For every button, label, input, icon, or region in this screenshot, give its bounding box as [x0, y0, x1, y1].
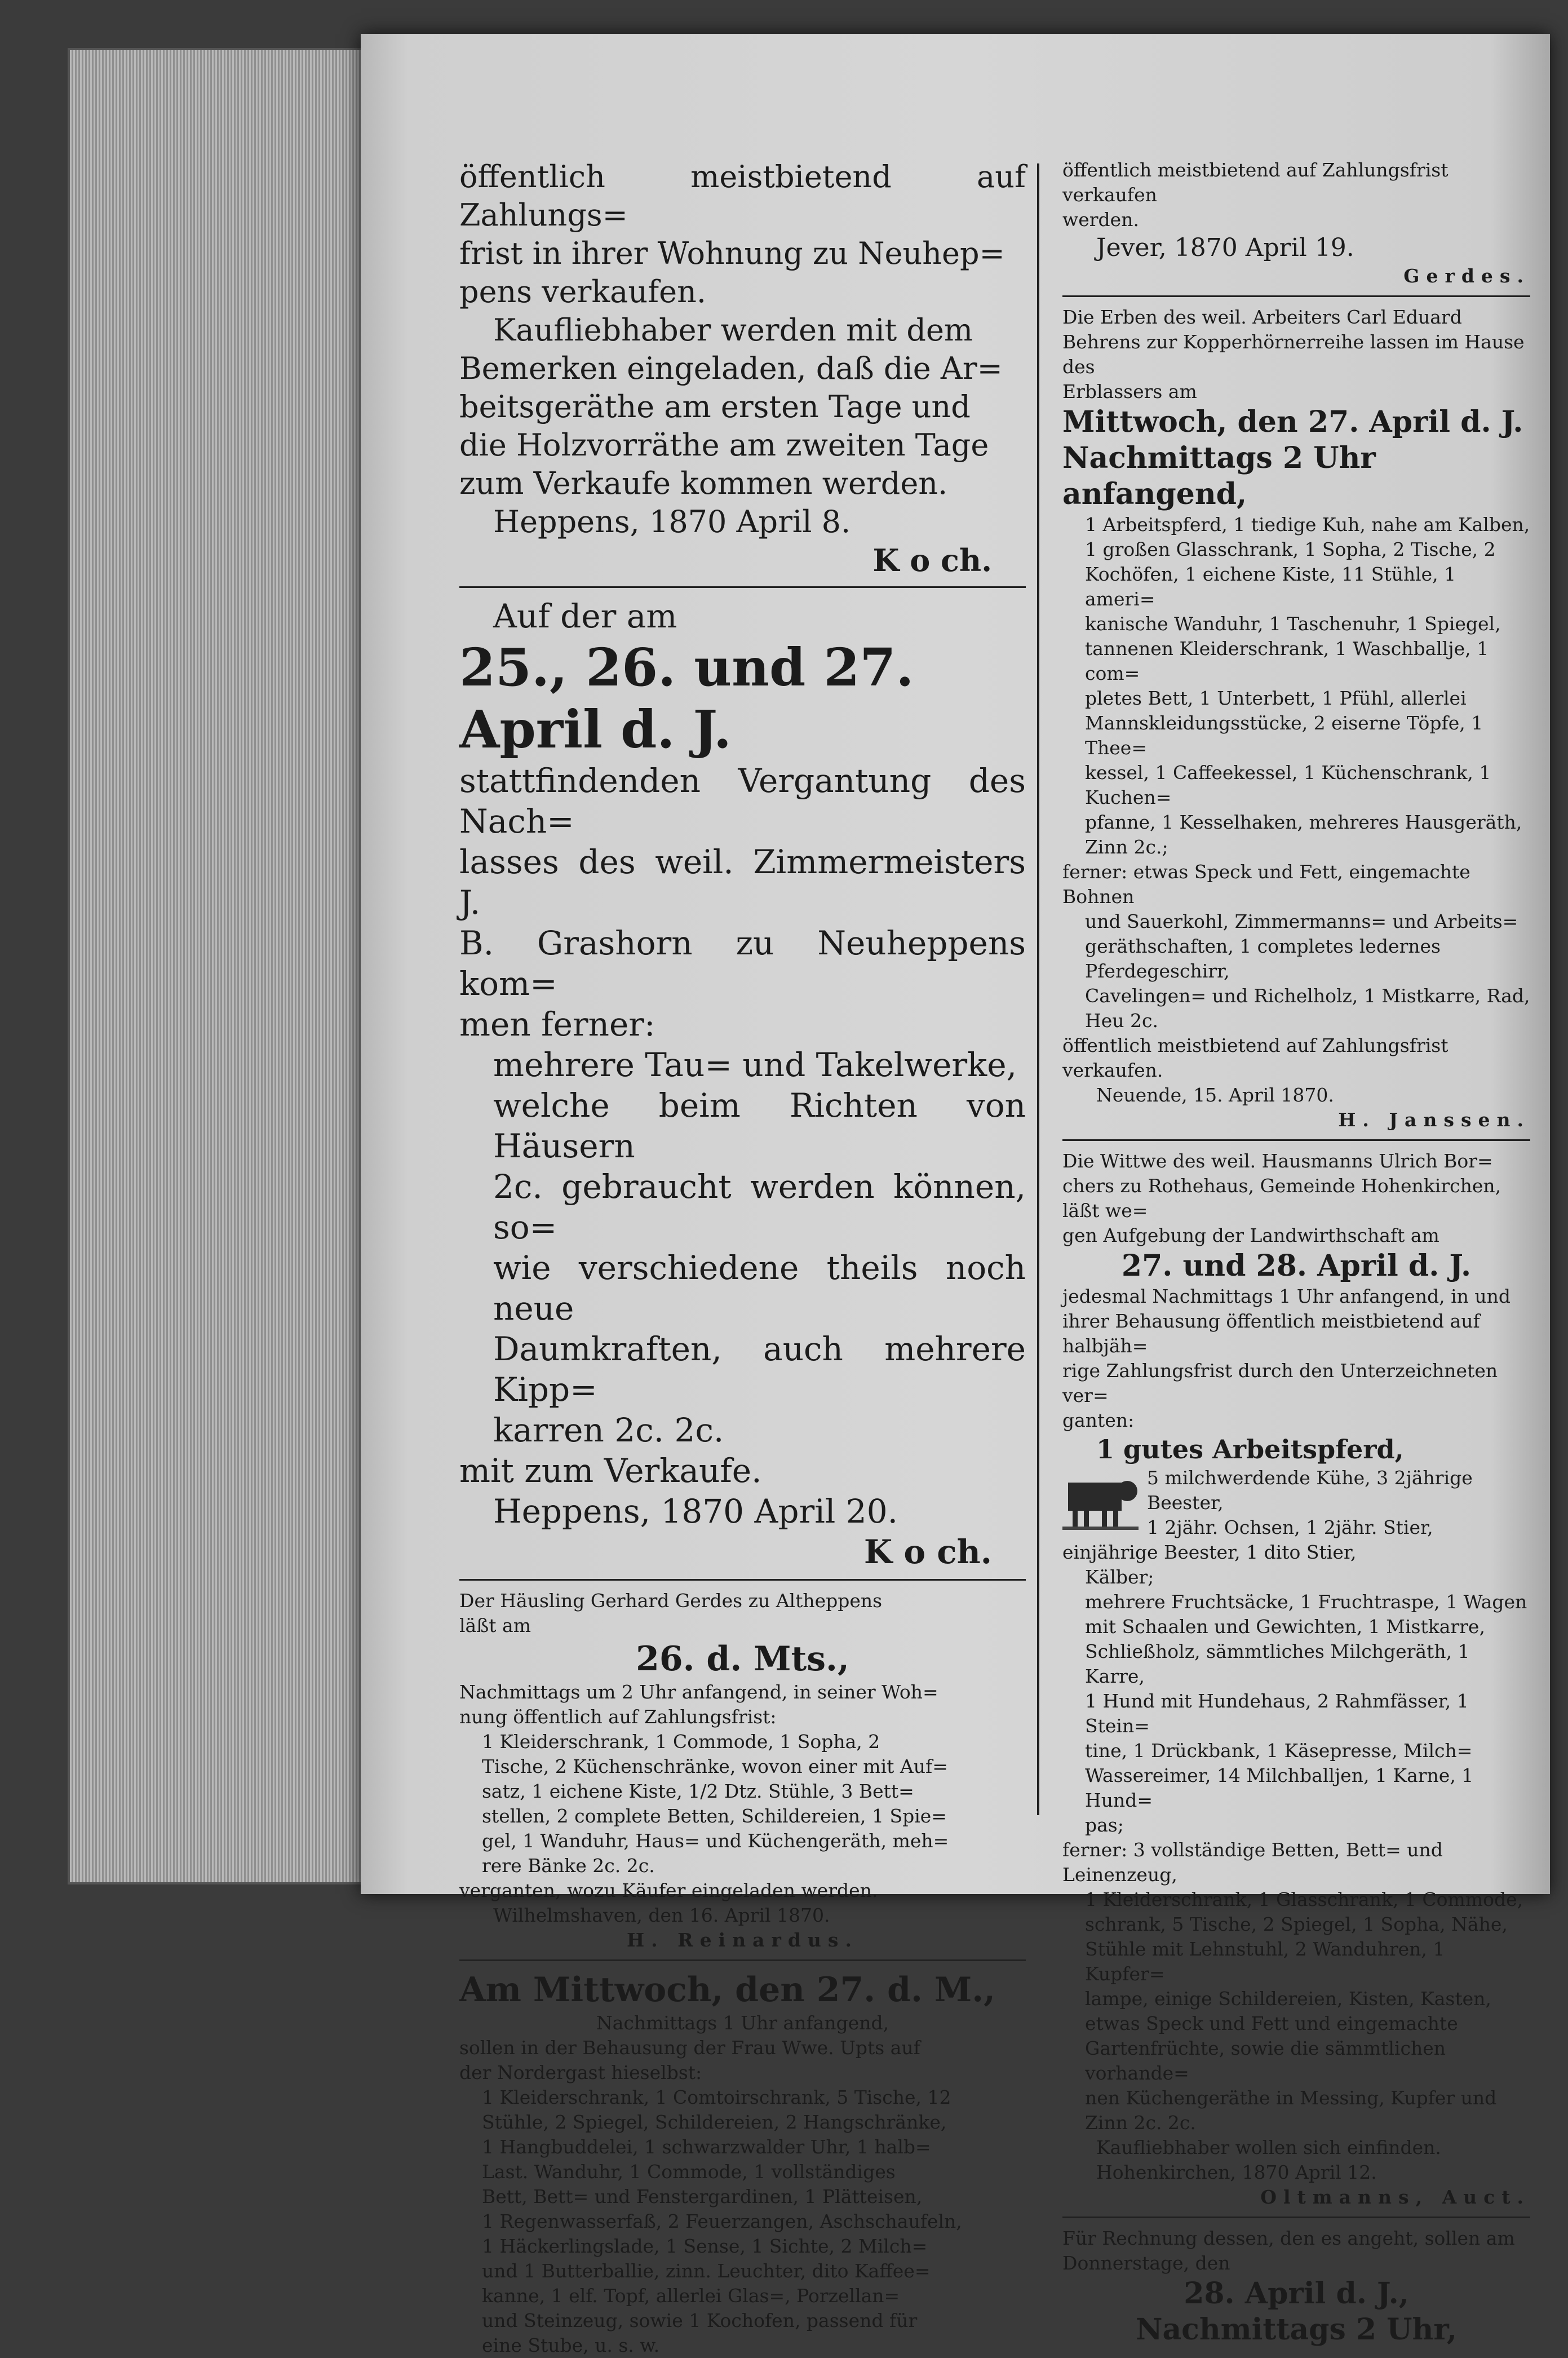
signature: H. Janssen. [1338, 1109, 1530, 1131]
place-date: Wilhelmshaven, den 16. April 1870. [493, 1904, 830, 1926]
item-line: eine Stube, u. s. w. [482, 2334, 660, 2356]
item-line: 1 Arbeitspferd, 1 tiedige Kuh, nahe am Kalben, [1085, 514, 1530, 536]
item-line: kessel, 1 Caffeekessel, 1 Küchenschrank, 1 Kuchen= [1085, 762, 1491, 808]
further-line: schrank, 5 Tische, 2 Spiegel, 1 Sopha, Nähe, [1085, 1913, 1508, 1935]
notice-line: Nachmittags 1 Uhr anfangend, [596, 2012, 889, 2034]
item-line: gel, 1 Wanduhr, Haus= und Küchengeräth, meh= [482, 1830, 949, 1852]
notice-line: rige Zahlungsfrist durch den Unterzeichneten ver= [1062, 1360, 1498, 1406]
item-line: und Steinzeug, sowie 1 Kochofen, passend für [482, 2310, 918, 2332]
notice-line: ganten: [1062, 1409, 1135, 1431]
place-date: Heppens, 1870 April 8. [493, 504, 851, 539]
column-divider [1037, 163, 1039, 1815]
notice-donnerstag [1062, 2226, 1530, 2348]
item-line: 1 Kleiderschrank, 1 Commode, 1 Sopha, 2 [482, 1731, 880, 1753]
item-line: Mannskleidungsstücke, 2 eiserne Töpfe, 1 Thee= [1085, 712, 1483, 759]
separator-rule [1062, 2217, 1530, 2218]
notice-intro: Donnerstage, den [1062, 2252, 1230, 2274]
place-date: Jever, 1870 April 19. [1096, 233, 1354, 262]
item-line: 1 Kleiderschrank, 1 Comtoirschrank, 5 Tische, 12 [482, 2086, 951, 2108]
notice-line: öffentlich meistbietend auf Zahlungsfrist verkaufen [1062, 159, 1449, 206]
further-label: ferner: [1062, 861, 1128, 883]
notice-intro: Behrens zur Kopperhörnerreihe lassen im Hause des [1062, 331, 1525, 378]
signature: Gerdes. [1403, 265, 1530, 287]
item-line: 1 Häckerlingslade, 1 Sense, 1 Sichte, 2 Milch= [482, 2235, 928, 2257]
notice-intro: läßt am [459, 1614, 531, 1636]
separator-rule [459, 1959, 1026, 1961]
notice-closing: verganten, wozu Käufer eingeladen werden. [459, 1879, 878, 1901]
cow-icon [1062, 1466, 1141, 1533]
further-line: lampe, einige Schildereien, Kisten, Kasten, [1085, 1988, 1491, 2010]
separator-rule [1062, 1139, 1530, 1141]
notice-line: stattfindenden Vergantung des Nach= [459, 762, 1026, 840]
item-line: pas; [1085, 1814, 1124, 1836]
notice-koch-2 [459, 596, 1026, 1572]
item-line: Wassereimer, 14 Milchballjen, 1 Karne, 1 Hund= [1085, 1764, 1474, 1811]
notice-intro: Auf der am [493, 597, 677, 635]
notice-closing: öffentlich meistbietend auf Zahlungsfrist verkaufen. [1062, 1034, 1449, 1081]
item-line: und 1 Butterballie, zinn. Leuchter, dito Kaffee= [482, 2260, 931, 2282]
notice-closing: mit zum Verkaufe. [459, 1452, 762, 1490]
item-line: Kochöfen, 1 eichene Kiste, 11 Stühle, 1 ameri= [1085, 563, 1456, 610]
headline-item: 1 gutes Arbeitspferd, [1096, 1434, 1404, 1465]
notice-intro: Die Erben des weil. Arbeiters Carl Eduard [1062, 306, 1462, 328]
notice-intro: Der Häusling Gerhard Gerdes zu Altheppens [459, 1590, 883, 1612]
item-line: 1 Regenwasserfaß, 2 Feuerzangen, Aschschaufeln, [482, 2210, 962, 2232]
further-line: 1 Kleiderschrank, 1 Glasschrank, 1 Commode, [1085, 1888, 1523, 1910]
notice-date: Mittwoch, den 27. April d. J. [1062, 405, 1523, 439]
further-line: Stühle mit Lehnstuhl, 2 Wanduhren, 1 Kupfer= [1085, 1938, 1445, 1985]
signature: H. Reinardus. [626, 1929, 858, 1951]
item-line: Tische, 2 Küchenschränke, wovon einer mit Auf= [482, 1755, 948, 1777]
notice-date: 28. April d. J., [1184, 2276, 1409, 2311]
item-line: stellen, 2 complete Betten, Schildereien, 1 Spie= [482, 1805, 947, 1827]
item-line: Zinn 2c.; [1085, 836, 1168, 858]
separator-rule [1062, 295, 1530, 297]
notice-line: zum Verkaufe kommen werden. [459, 466, 948, 501]
item-line: Last. Wanduhr, 1 Commode, 1 vollständiges [482, 2161, 896, 2183]
place-date: Hohenkirchen, 1870 April 12. [1096, 2161, 1377, 2183]
notice-line: der Nordergast hieselbst: [459, 2061, 702, 2083]
notice-line: Nachmittags um 2 Uhr anfangend, in seiner Woh= [459, 1681, 938, 1703]
notice-line: jedesmal Nachmittags 1 Uhr anfangend, in und [1062, 1285, 1511, 1307]
item-line: wie verschiedene theils noch neue [493, 1249, 1026, 1328]
item-line: Kälber; [1085, 1566, 1154, 1588]
notice-time: Nachmittags 2 Uhr, [1135, 2312, 1458, 2347]
item-line: welche beim Richten von Häusern [493, 1086, 1026, 1165]
item-line: Schließholz, sämmtliches Milchgeräth, 1 Karre, [1085, 1640, 1470, 1687]
item-line: 1 großen Glasschrank, 1 Sopha, 2 Tische, 2 [1085, 538, 1496, 560]
item-line: pletes Bett, 1 Unterbett, 1 Pfühl, allerlei [1085, 687, 1467, 709]
separator-rule [459, 586, 1026, 588]
notice-line: ihrer Behausung öffentlich meistbietend auf halbjäh= [1062, 1310, 1480, 1357]
notice-line: nung öffentlich auf Zahlungsfrist: [459, 1706, 777, 1728]
notice-intro: gen Aufgebung der Landwirthschaft am [1062, 1224, 1439, 1246]
item-line: Stühle, 2 Spiegel, Schildereien, 2 Hangschränke, [482, 2111, 947, 2133]
livestock-line: 1 2jähr. Ochsen, 1 2jähr. Stier, [1147, 1516, 1433, 1538]
item-line: 1 Hangbuddelei, 1 schwarzwalder Uhr, 1 halb= [482, 2136, 931, 2158]
signature: K o ch. [863, 1533, 992, 1571]
notice-intro: chers zu Rothehaus, Gemeinde Hohenkirchen, läßt we= [1062, 1175, 1501, 1222]
notice-intro: Erblassers am [1062, 381, 1197, 402]
notice-line: Bemerken eingeladen, daß die Ar= [459, 351, 1003, 386]
further-text: etwas Speck und Fett, eingemachte Bohnen [1062, 861, 1470, 908]
notice-koch-1 [459, 158, 1026, 579]
item-line: tine, 1 Drückbank, 1 Käsepresse, Milch= [1085, 1740, 1473, 1762]
item-line: kanische Wanduhr, 1 Taschenuhr, 1 Spiegel, [1085, 613, 1501, 635]
place-date: Neuende, 15. April 1870. [1096, 1084, 1334, 1106]
item-line: 1 Hund mit Hundehaus, 2 Rahmfässer, 1 Stein= [1085, 1690, 1469, 1737]
item-line: mit Schaalen und Gewichten, 1 Mistkarre, [1085, 1616, 1485, 1638]
notice-dates: 25., 26. und 27. April d. J. [459, 637, 914, 760]
item-line: Daumkraften, auch mehrere Kipp= [493, 1330, 1026, 1409]
item-line: rere Bänke 2c. 2c. [482, 1855, 655, 1877]
further-line: Gartenfrüchte, sowie die sämmtlichen vorhande= [1085, 2037, 1446, 2084]
notice-gerdes-jever [1062, 158, 1530, 289]
notice-upts [459, 1969, 1026, 2358]
item-line: Bett, Bett= und Fenstergardinen, 1 Plätteisen, [482, 2186, 923, 2207]
signature: Oltmanns, Auct. [1260, 2186, 1530, 2208]
notice-line: men ferner: [459, 1005, 655, 1043]
notice-intro: Für Rechnung dessen, den es angeht, sollen am [1062, 2227, 1515, 2249]
further-text: 3 vollständige Betten, Bett= und Leinenzeug, [1062, 1839, 1443, 1886]
item-line: 2c. gebraucht werden können, so= [493, 1167, 1026, 1246]
notice-line: frist in ihrer Wohnung zu Neuhep= [459, 236, 1005, 271]
notice-headline: Am Mittwoch, den 27. d. M., [459, 1970, 996, 2010]
item-line: karren 2c. 2c. [493, 1411, 724, 1449]
livestock-line: einjährige Beester, 1 dito Stier, [1062, 1541, 1357, 1563]
further-line [1062, 860, 1530, 909]
notice-line: werden. [1062, 209, 1139, 231]
item-line: kanne, 1 elf. Topf, allerlei Glas=, Porzellan= [482, 2285, 900, 2307]
livestock-block [1062, 1466, 1530, 1565]
notice-intro: Die Wittwe des weil. Hausmanns Ulrich Bor= [1062, 1150, 1493, 1172]
notice-line: pens verkaufen. [459, 274, 707, 309]
item-line: tannenen Kleiderschrank, 1 Waschballje, 1 com= [1085, 638, 1489, 684]
separator-rule [459, 1579, 1026, 1581]
right-column [1062, 158, 1530, 2348]
item-line: satz, 1 eichene Kiste, 1/2 Dtz. Stühle, 3 Bett= [482, 1780, 914, 1802]
notice-line: B. Grashorn zu Neuheppens kom= [459, 924, 1026, 1003]
notice-line: Kaufliebhaber werden mit dem [493, 312, 973, 348]
further-line: geräthschaften, 1 completes ledernes Pferdegeschirr, [1085, 935, 1441, 982]
further-line: Zinn 2c. 2c. [1085, 2112, 1196, 2134]
notice-date: 26. d. Mts., [636, 1639, 849, 1679]
further-line: und Sauerkohl, Zimmermanns= und Arbeits= [1085, 910, 1518, 932]
further-label: ferner: [1062, 1839, 1128, 1861]
item-line: mehrere Tau= und Takelwerke, [493, 1046, 1017, 1084]
further-line: Cavelingen= und Richelholz, 1 Mistkarre, Rad, [1085, 985, 1530, 1007]
notice-gerdes-altheppens [459, 1589, 1026, 1953]
item-line: pfanne, 1 Kesselhaken, mehreres Hausgeräth, [1085, 811, 1522, 833]
notice-behrens [1062, 305, 1530, 1132]
notice-line: öffentlich meistbietend auf Zahlungs= [459, 159, 1026, 233]
notice-date: 27. und 28. April d. J. [1121, 1249, 1472, 1283]
item-line: mehrere Fruchtsäcke, 1 Fruchtraspe, 1 Wagen [1085, 1591, 1527, 1613]
notice-time: Nachmittags 2 Uhr anfangend, [1062, 441, 1376, 511]
further-line: nen Küchengeräthe in Messing, Kupfer und [1085, 2087, 1497, 2109]
notice-line: die Holzvorräthe am zweiten Tage [459, 427, 989, 463]
notice-closing: Kaufliebhaber wollen sich einfinden. [1096, 2136, 1441, 2158]
signature: K o ch. [872, 542, 992, 578]
notice-line: beitsgeräthe am ersten Tage und [459, 389, 971, 424]
further-line [1062, 1838, 1530, 1887]
further-line: Heu 2c. [1085, 1010, 1159, 1032]
place-date: Heppens, 1870 April 20. [493, 1492, 898, 1530]
newspaper-page [361, 34, 1550, 2356]
livestock-line: 5 milchwerdende Kühe, 3 2jährige Beester, [1147, 1467, 1473, 1514]
further-line: etwas Speck und Fett und eingemachte [1085, 2012, 1458, 2034]
notice-borchers [1062, 1149, 1530, 2210]
notice-line: sollen in der Behausung der Frau Wwe. Upts auf [459, 2037, 920, 2059]
notice-line: lasses des weil. Zimmermeisters J. [459, 843, 1026, 922]
book-page-edges [68, 48, 388, 1884]
left-column [459, 158, 1026, 2358]
